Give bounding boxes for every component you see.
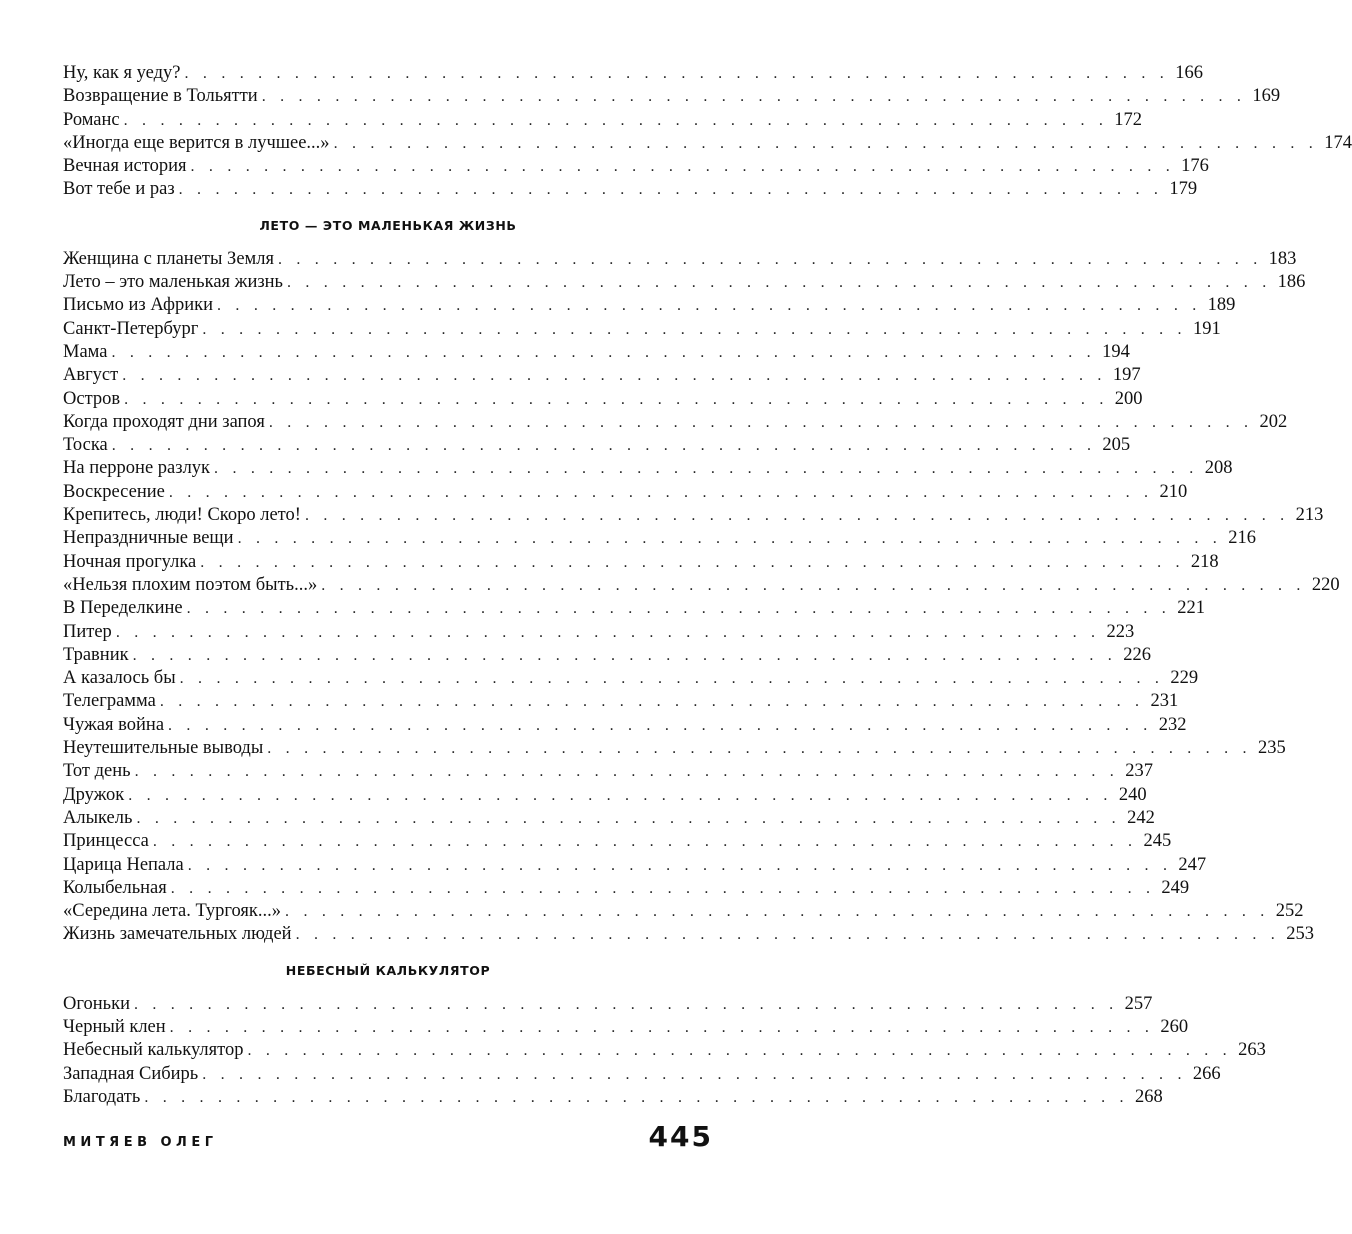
toc-entry-page: 186 [1277,272,1306,293]
toc-entry [63,597,1206,620]
toc-entry-page: 223 [1106,621,1135,642]
dot-leader: . . . . . . . . . . . . . . . . . . . . . . . . . . . . . . . . . . . . . . . . . . . . . . . . . . . . . . [237,530,1222,548]
toc-entry-title: Когда проходят дни запоя [63,411,265,432]
toc-entry-page: 245 [1143,831,1172,852]
toc-entry [63,574,1340,597]
dot-leader: . . . . . . . . . . . . . . . . . . . . . . . . . . . . . . . . . . . . . . . . . . . . . . . . . . . . . . [295,926,1280,944]
toc-entry [63,109,1143,132]
toc-entry [63,388,1143,411]
toc-entry-page: 263 [1238,1040,1266,1061]
section-heading: ЛЕТО — ЭТО МАЛЕНЬКАЯ ЖИЗНЬ [259,217,517,233]
toc-entry [63,993,1153,1016]
toc-entry-title: В Переделкине [63,598,183,619]
toc-entry [63,923,1314,946]
dot-leader: . . . . . . . . . . . . . . . . . . . . . . . . . . . . . . . . . . . . . . . . . . . . . . . . . . . . . . [287,274,1272,292]
dot-leader: . . . . . . . . . . . . . . . . . . . . . . . . . . . . . . . . . . . . . . . . . . . . . . . . . . . . . . [111,343,1096,361]
toc-entry-page: 226 [1123,644,1151,665]
toc-entry-title: Питер [63,621,112,642]
toc-entry-title: Санкт-Петербург [63,318,199,339]
toc-entry [63,132,1352,155]
toc-entry-page: 221 [1177,598,1206,619]
toc-entry-page: 210 [1159,481,1188,502]
toc-entry-title: Мама [63,341,108,362]
dot-leader: . . . . . . . . . . . . . . . . . . . . . . . . . . . . . . . . . . . . . . . . . . . . . . . . . . . . . . [190,158,1175,176]
toc-entry-page: 205 [1102,435,1131,456]
toc-entry [63,830,1172,853]
toc-entry-page: 220 [1311,574,1340,595]
toc-entry [63,155,1209,178]
toc-entry [63,364,1141,387]
toc-entry-page: 176 [1181,156,1209,177]
toc-entry [63,504,1324,527]
dot-leader: . . . . . . . . . . . . . . . . . . . . . . . . . . . . . . . . . . . . . . . . . . . . . . . . . . . . . . [200,553,1185,571]
dot-leader: . . . . . . . . . . . . . . . . . . . . . . . . . . . . . . . . . . . . . . . . . . . . . . . . . . . . . . [132,646,1117,664]
dot-leader: . . . . . . . . . . . . . . . . . . . . . . . . . . . . . . . . . . . . . . . . . . . . . . . . . . . . . . [214,460,1199,478]
toc-entry [63,271,1306,294]
toc-entry-page: 237 [1125,761,1153,782]
toc-entry-title: Черный клен [63,1016,166,1037]
toc-entry [63,714,1187,737]
toc-entry [63,854,1207,877]
toc-entry-title: Тот день [63,761,131,782]
toc-entry-title: На перроне разлук [63,458,211,479]
toc-entry-page: 253 [1286,924,1314,945]
toc-entry [63,807,1155,830]
toc-entry-title: Романс [63,109,120,130]
toc-entry-title: Алыкель [63,807,133,828]
toc-entry-title: А казалось бы [63,668,176,689]
toc-entry [63,737,1286,760]
toc-entry [63,690,1179,713]
dot-leader: . . . . . . . . . . . . . . . . . . . . . . . . . . . . . . . . . . . . . . . . . . . . . . . . . . . . . . [169,1018,1155,1036]
dot-leader: . . . . . . . . . . . . . . . . . . . . . . . . . . . . . . . . . . . . . . . . . . . . . . . . . . . . . . [202,1065,1187,1083]
toc-entry-page: 216 [1228,528,1256,549]
toc-entry-page: 191 [1193,318,1221,339]
toc-entry [63,62,1203,85]
toc-entry-title: Небесный калькулятор [63,1040,244,1061]
toc-entry-page: 194 [1102,341,1130,362]
toc-entry [63,1039,1266,1062]
toc-entry [63,294,1236,317]
toc-entry-page: 208 [1204,458,1233,479]
dot-leader: . . . . . . . . . . . . . . . . . . . . . . . . . . . . . . . . . . . . . . . . . . . . . . . . . . . . . . [170,879,1156,897]
section-heading: НЕБЕСНЫЙ КАЛЬКУЛЯТОР [285,962,491,978]
dot-leader: . . . . . . . . . . . . . . . . . . . . . . . . . . . . . . . . . . . . . . . . . . . . . . . . . . . . . . [168,483,1154,501]
toc-entry [63,411,1288,434]
toc-entry-page: 218 [1190,551,1219,572]
dot-leader: . . . . . . . . . . . . . . . . . . . . . . . . . . . . . . . . . . . . . . . . . . . . . . . . . . . . . . [123,111,1109,129]
dot-leader: . . . . . . . . . . . . . . . . . . . . . . . . . . . . . . . . . . . . . . . . . . . . . . . . . . . . . . [321,576,1306,594]
toc-entry-title: Непраздничные вещи [63,528,234,549]
dot-leader: . . . . . . . . . . . . . . . . . . . . . . . . . . . . . . . . . . . . . . . . . . . . . . . . . . . . . . [178,181,1164,199]
toc-entry-page: 183 [1268,248,1297,269]
toc-entry-page: 266 [1192,1063,1221,1084]
toc-entry [63,784,1147,807]
toc-entry-title: «Иногда еще верится в лучшее...» [63,132,330,153]
toc-entry [63,481,1188,504]
toc-entry-title: Женщина с планеты Земля [63,248,274,269]
table-of-contents [63,62,1352,1109]
dot-leader: . . . . . . . . . . . . . . . . . . . . . . . . . . . . . . . . . . . . . . . . . . . . . . . . . . . . . . [333,134,1318,152]
toc-entry-title: Неутешительные выводы [63,738,264,759]
toc-entry-title: Дружок [63,784,125,805]
toc-entry-title: Благодать [63,1086,141,1107]
toc-entry-page: 252 [1275,901,1304,922]
toc-entry [63,644,1151,667]
dot-leader: . . . . . . . . . . . . . . . . . . . . . . . . . . . . . . . . . . . . . . . . . . . . . . . . . . . . . . [111,437,1097,455]
toc-entry-title: Возвращение в Тольятти [63,86,258,107]
toc-entry-title: Царица Непала [63,854,184,875]
toc-entry-title: «Нельзя плохим поэтом быть...» [63,574,318,595]
toc-entry-page: 197 [1112,365,1141,386]
toc-entry [63,527,1256,550]
dot-leader: . . . . . . . . . . . . . . . . . . . . . . . . . . . . . . . . . . . . . . . . . . . . . . . . . . . . . . [128,786,1113,804]
toc-entry [63,900,1304,923]
dot-leader: . . . . . . . . . . . . . . . . . . . . . . . . . . . . . . . . . . . . . . . . . . . . . . . . . . . . . . [136,809,1121,827]
toc-entry-page: 232 [1158,714,1187,735]
toc-entry-title: Ну, как я уеду? [63,63,181,83]
toc-entry-page: 242 [1127,807,1155,828]
toc-entry [63,1086,1163,1109]
toc-entry-title: Травник [63,644,129,665]
dot-leader: . . . . . . . . . . . . . . . . . . . . . . . . . . . . . . . . . . . . . . . . . . . . . . . . . . . . . . [168,716,1153,734]
dot-leader: . . . . . . . . . . . . . . . . . . . . . . . . . . . . . . . . . . . . . . . . . . . . . . . . . . . . . . [202,320,1187,338]
dot-leader: . . . . . . . . . . . . . . . . . . . . . . . . . . . . . . . . . . . . . . . . . . . . . . . . . . . . . . [285,903,1270,921]
dot-leader: . . . . . . . . . . . . . . . . . . . . . . . . . . . . . . . . . . . . . . . . . . . . . . . . . . . . . . [152,833,1138,851]
dot-leader: . . . . . . . . . . . . . . . . . . . . . . . . . . . . . . . . . . . . . . . . . . . . . . . . . . . . . . [133,995,1119,1013]
dot-leader: . . . . . . . . . . . . . . . . . . . . . . . . . . . . . . . . . . . . . . . . . . . . . . . . . . . . . . [304,507,1290,525]
dot-leader: . . . . . . . . . . . . . . . . . . . . . . . . . . . . . . . . . . . . . . . . . . . . . . . . . . . . . . [124,390,1109,408]
dot-leader: . . . . . . . . . . . . . . . . . . . . . . . . . . . . . . . . . . . . . . . . . . . . . . . . . . . . . . [247,1042,1232,1060]
toc-entry-title: Жизнь замечательных людей [63,924,292,945]
dot-leader: . . . . . . . . . . . . . . . . . . . . . . . . . . . . . . . . . . . . . . . . . . . . . . . . . . . . . . [184,65,1169,82]
toc-entry-title: «Середина лета. Тургояк...» [63,901,282,922]
toc-entry-title: Вот тебе и раз [63,179,175,200]
toc-entry-page: 189 [1207,295,1236,316]
toc-entry [63,85,1281,108]
toc-entry-title: Письмо из Африки [63,295,214,316]
toc-entry-page: 166 [1175,63,1203,83]
toc-entry-title: Чужая война [63,714,165,735]
toc-entry-title: Западная Сибирь [63,1063,199,1084]
toc-entry-title: Август [63,365,119,386]
page-footer [63,1120,713,1153]
toc-entry [63,667,1199,690]
dot-leader: . . . . . . . . . . . . . . . . . . . . . . . . . . . . . . . . . . . . . . . . . . . . . . . . . . . . . . [267,740,1252,758]
toc-entry-page: 172 [1114,109,1143,130]
toc-entry-page: 229 [1170,668,1199,689]
dot-leader: . . . . . . . . . . . . . . . . . . . . . . . . . . . . . . . . . . . . . . . . . . . . . . . . . . . . . . [187,856,1173,874]
dot-leader: . . . . . . . . . . . . . . . . . . . . . . . . . . . . . . . . . . . . . . . . . . . . . . . . . . . . . . [179,670,1165,688]
toc-entry [63,1016,1189,1039]
toc-entry [63,341,1130,364]
toc-entry [63,178,1198,201]
toc-entry-page: 202 [1259,411,1288,432]
toc-entry-page: 240 [1118,784,1147,805]
toc-entry [63,434,1131,457]
toc-entry-page: 179 [1169,179,1198,200]
toc-entry [63,248,1297,271]
toc-entry-title: Телеграмма [63,691,156,712]
toc-entry [63,760,1153,783]
dot-leader: . . . . . . . . . . . . . . . . . . . . . . . . . . . . . . . . . . . . . . . . . . . . . . . . . . . . . . [134,763,1119,781]
page-number: 445 [648,1120,713,1153]
toc-entry [63,318,1221,341]
toc-entry-title: Принцесса [63,831,149,852]
dot-leader: . . . . . . . . . . . . . . . . . . . . . . . . . . . . . . . . . . . . . . . . . . . . . . . . . . . . . . [261,88,1247,106]
toc-entry-page: 257 [1124,993,1153,1014]
dot-leader: . . . . . . . . . . . . . . . . . . . . . . . . . . . . . . . . . . . . . . . . . . . . . . . . . . . . . . [268,413,1254,431]
dot-leader: . . . . . . . . . . . . . . . . . . . . . . . . . . . . . . . . . . . . . . . . . . . . . . . . . . . . . . [122,367,1107,385]
dot-leader: . . . . . . . . . . . . . . . . . . . . . . . . . . . . . . . . . . . . . . . . . . . . . . . . . . . . . . [144,1088,1129,1106]
toc-entry-title: Вечная история [63,156,187,177]
toc-entry-title: Колыбельная [63,877,167,898]
toc-entry-page: 200 [1114,388,1143,409]
dot-leader: . . . . . . . . . . . . . . . . . . . . . . . . . . . . . . . . . . . . . . . . . . . . . . . . . . . . . . [159,693,1145,711]
toc-entry-page: 249 [1161,877,1190,898]
toc-entry-page: 174 [1324,132,1352,153]
running-author: МИТЯЕВ ОЛЕГ [63,1135,218,1150]
toc-entry-title: Лето – это маленькая жизнь [63,272,283,293]
toc-entry-title: Огоньки [63,993,130,1014]
toc-entry-page: 213 [1295,505,1324,526]
toc-entry [63,457,1233,480]
toc-entry [63,1063,1221,1086]
toc-entry [63,551,1219,574]
toc-entry-title: Остров [63,388,121,409]
toc-entry-page: 231 [1150,691,1179,712]
toc-entry [63,877,1190,900]
toc-entry-title: Ночная прогулка [63,551,197,572]
toc-entry-title: Тоска [63,435,108,456]
toc-entry-page: 235 [1257,738,1286,759]
toc-entry-page: 268 [1135,1086,1163,1107]
toc-entry-title: Воскресение [63,481,165,502]
dot-leader: . . . . . . . . . . . . . . . . . . . . . . . . . . . . . . . . . . . . . . . . . . . . . . . . . . . . . . [115,623,1101,641]
dot-leader: . . . . . . . . . . . . . . . . . . . . . . . . . . . . . . . . . . . . . . . . . . . . . . . . . . . . . . [217,297,1202,315]
toc-entry-page: 169 [1252,86,1281,107]
toc-entry [63,621,1135,644]
toc-entry-page: 260 [1160,1016,1189,1037]
dot-leader: . . . . . . . . . . . . . . . . . . . . . . . . . . . . . . . . . . . . . . . . . . . . . . . . . . . . . . [278,250,1263,268]
toc-entry-page: 247 [1178,854,1207,875]
dot-leader: . . . . . . . . . . . . . . . . . . . . . . . . . . . . . . . . . . . . . . . . . . . . . . . . . . . . . . [186,600,1172,618]
toc-entry-title: Крепитесь, люди! Скоро лето! [63,505,301,526]
